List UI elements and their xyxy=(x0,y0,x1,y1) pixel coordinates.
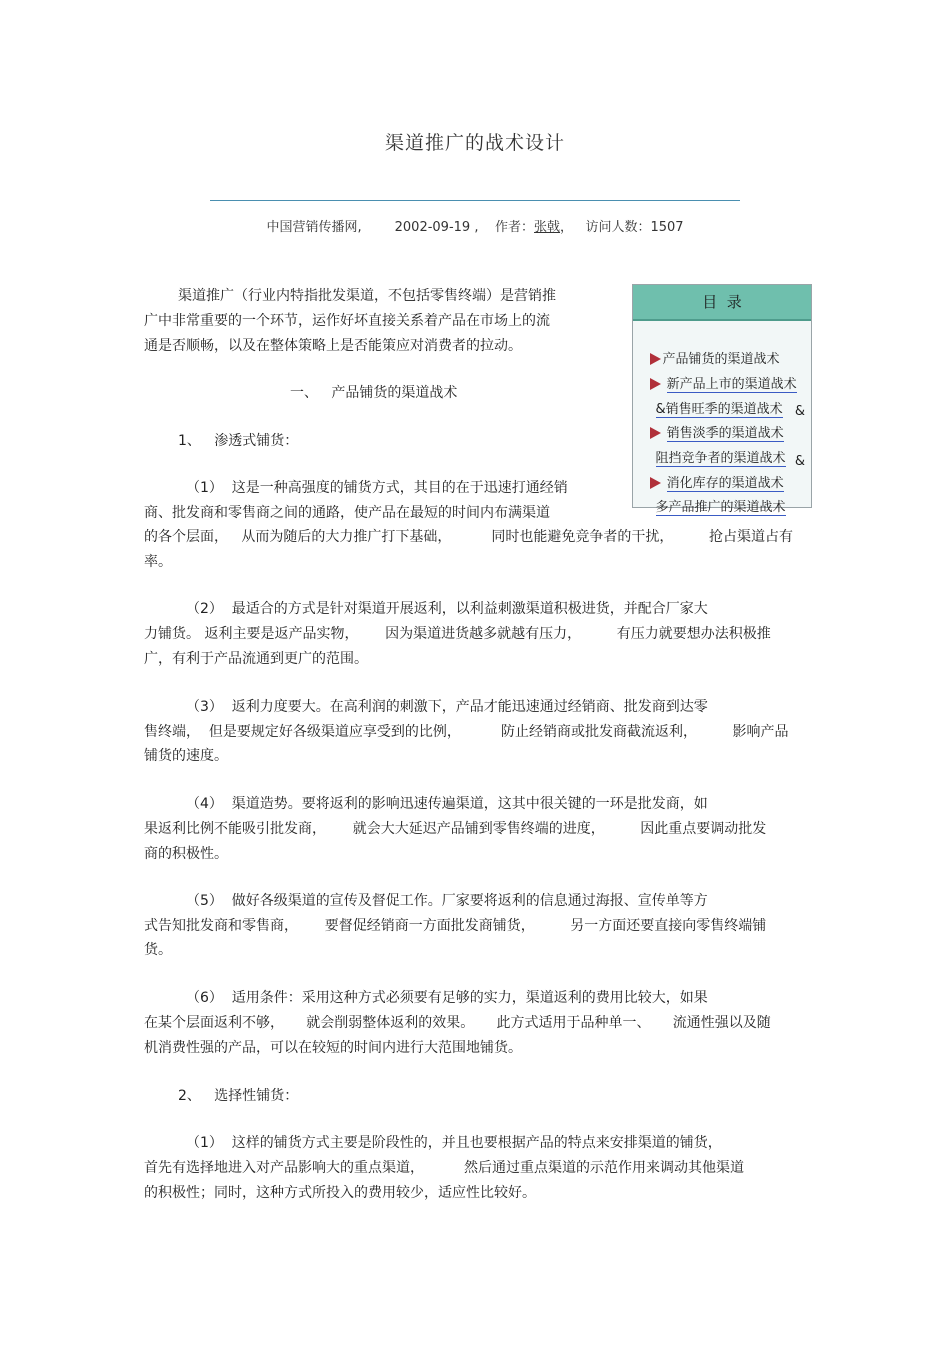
toc-item-off-season[interactable]: 销售淡季的渠道战术 & xyxy=(633,401,811,423)
meta-author-sep: ， xyxy=(560,220,574,235)
meta-visits: 1507 xyxy=(650,220,684,235)
article-meta xyxy=(0,216,950,235)
toc-item-multi-product[interactable]: 多产品推广的渠道战术 xyxy=(655,500,786,515)
paragraph-line: 货。 xyxy=(144,942,172,958)
meta-author-label: 作者： xyxy=(495,220,535,235)
paragraph-line: 力铺货。 返利主要是返产品实物， 因为渠道进货越多就越有压力， 有压力就要想办法积极推 xyxy=(144,626,771,642)
paragraph-line: 率。 xyxy=(144,554,172,570)
paragraph-line: （1） 这是一种高强度的铺货方式，其目的在于迅速打通经销 xyxy=(186,480,568,496)
paragraph-line: 渠道推广（行业内特指批发渠道，不包括零售终端）是营销推 xyxy=(178,288,556,304)
toc-item-peak-season[interactable]: &销售旺季的渠道战术 xyxy=(655,402,783,417)
paragraph-line: 的各个层面， 从而为随后的大力推广打下基础， 同时也能避免竞争者的干扰， 抢占渠道占有 xyxy=(144,529,794,545)
meta-source: 中国营销传播网, xyxy=(266,220,362,235)
toc-item-product-distribution[interactable]: 产品铺货的渠道战术 xyxy=(633,327,811,349)
meta-date: 2002-09-19 , xyxy=(394,220,479,235)
page-title: 渠道推广的战术设计 xyxy=(384,132,565,154)
paragraph-line: 机消费性强的产品，可以在较短的时间内进行大范围地铺货。 xyxy=(144,1040,522,1056)
paragraph-line: 商的积极性。 xyxy=(144,846,228,862)
subsection-heading: 2、 选择性铺货： xyxy=(178,1088,299,1104)
paragraph-line: 通是否顺畅，以及在整体策略上是否能策应对消费者的拉动。 xyxy=(144,338,522,354)
meta-author-link[interactable]: 张戟 xyxy=(534,220,561,235)
paragraph-line: （2） 最适合的方式是针对渠道开展返利，以利益刺激渠道积极进货，并配合厂家大 xyxy=(186,601,708,617)
paragraph-line: 式告知批发商和零售商， 要督促经销商一方面批发商铺货， 另一方面还要直接向零售终端铺 xyxy=(144,918,767,934)
toc-ampersand: & xyxy=(794,454,805,469)
subsection-heading: 1、 渗透式铺货： xyxy=(178,433,299,449)
paragraph-line: 在某个层面返利不够， 就会削弱整体返利的效果。 此方式适用于品种单一、 流通性强以及随 xyxy=(144,1015,771,1031)
paragraph-line: （5） 做好各级渠道的宣传及督促工作。厂家要将返利的信息通过海报、宣传单等方 xyxy=(186,893,708,909)
paragraph-line: 商、批发商和零售商之间的通路，使产品在最短的时间内布满渠道 xyxy=(144,505,550,521)
section-heading: 一、 产品铺货的渠道战术 xyxy=(290,385,458,401)
paragraph-line: （3） 返利力度要大。在高利润的刺激下，产品才能迅速通过经销商、批发商到达零 xyxy=(186,699,708,715)
paragraph-line: （6） 适用条件：采用这种方式必须要有足够的实力，渠道返利的费用比较大，如果 xyxy=(186,990,708,1006)
paragraph-line: 首先有选择地进入对产品影响大的重点渠道， 然后通过重点渠道的示范作用来调动其他渠道 xyxy=(144,1160,745,1176)
toc-box xyxy=(632,284,812,515)
paragraph-line: 广，有利于产品流通到更广的范围。 xyxy=(144,651,368,667)
meta-visits-label: 访问人数： xyxy=(585,220,651,235)
title-divider xyxy=(210,200,740,201)
paragraph-line: 售终端， 但是要规定好各级渠道应享受到的比例， 防止经销商或批发商截流返利， 影响产品 xyxy=(144,724,789,740)
paragraph-line: 果返利比例不能吸引批发商， 就会大大延迟产品铺到零售终端的进度， 因此重点要调动批发 xyxy=(144,821,767,837)
paragraph-line: （1） 这样的铺货方式主要是阶段性的，并且也要根据产品的特点来安排渠道的铺货， xyxy=(186,1135,722,1151)
toc-item-clear-inventory[interactable]: 消化库存的渠道战术 & xyxy=(633,451,811,473)
paragraph-line: （4） 渠道造势。要将返利的影响迅速传遍渠道，这其中很关键的一环是批发商，如 xyxy=(186,796,708,812)
paragraph-line: 铺货的速度。 xyxy=(144,748,228,764)
toc-ampersand: & xyxy=(794,404,805,419)
toc-item-new-product-launch[interactable]: 新产品上市的渠道战术 xyxy=(633,352,811,374)
paragraph-line: 广中非常重要的一个环节，运作好坏直接关系着产品在市场上的流 xyxy=(144,313,550,329)
paragraph-line: 的积极性；同时，这种方式所投入的费用较少，适应性比较好。 xyxy=(144,1185,536,1201)
toc-header: 目 录 xyxy=(633,285,811,321)
toc-item-block-competitors[interactable]: 阻挡竞争者的渠道战术 xyxy=(655,451,786,466)
